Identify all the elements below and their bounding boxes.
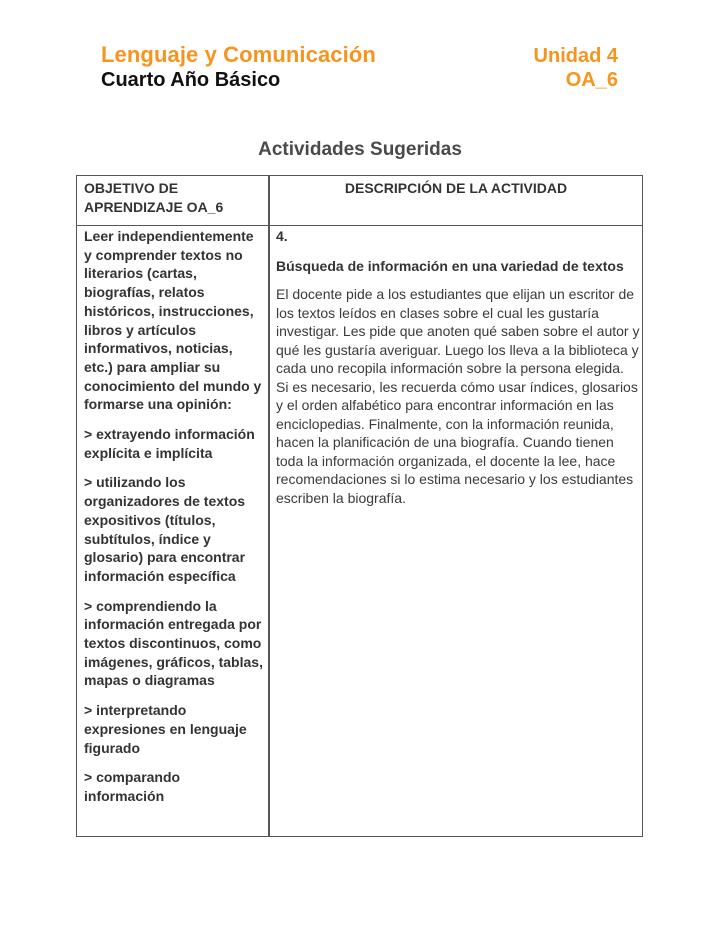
activities-table bbox=[76, 175, 643, 837]
objective-item: > comprendiendo la información entregada por textos discontinuos, como imágenes, gráficos, tablas, mapas o diagramas bbox=[84, 597, 263, 689]
objective-intro: Leer independientemente y comprender textos no literarios (cartas, biografías, relatos históricos, instrucciones, libros y artículos informativos, noticias, etc.) para ampliar su conocimiento del mundo y formarse una opinión: bbox=[84, 228, 262, 413]
objective-column-header: OBJETIVO DE APRENDIZAJE OA_6 bbox=[84, 180, 224, 215]
description-cell bbox=[276, 227, 640, 507]
objective-item: > utilizando los organizadores de textos expositivos (títulos, subtítulos, índice y glosario) para encontrar información específica bbox=[84, 474, 246, 584]
objective-item: > interpretando expresiones en lenguaje figurado bbox=[84, 702, 247, 756]
page-header-left bbox=[101, 42, 376, 92]
activity-description: El docente pide a los estudiantes que elijan un escritor de los textos leídos en clases sobre el cual les gustaría investigar. Les pide que anoten qué saben sobre el autor y qué les gustaría averiguar. Luego los lleva a la biblioteca y cada uno recopila información sobre la persona elegida. Si es necesario, les recuerda cómo usar índices, glosarios y el orden alfabético para encontrar información en las enciclopedias. Finalmente, con la información reunida, hacen la planificación de una biografía. Cuando tienen toda la información organizada, el docente la lee, hace recomendaciones si lo estima necesario y los estudiantes escriben la biografía. bbox=[276, 286, 640, 506]
grade-title: Cuarto Año Básico bbox=[101, 69, 281, 91]
objective-code-label: OA_6 bbox=[565, 69, 618, 91]
objective-item: > comparando información bbox=[84, 769, 181, 804]
activity-number: 4. bbox=[276, 228, 288, 244]
page-header-right bbox=[534, 44, 618, 92]
objective-cell bbox=[84, 227, 264, 817]
objective-item: > extrayendo información explícita e implícita bbox=[84, 426, 255, 461]
column-divider bbox=[268, 176, 270, 836]
description-column-header: DESCRIPCIÓN DE LA ACTIVIDAD bbox=[344, 180, 568, 196]
subject-title: Lenguaje y Comunicación bbox=[101, 42, 376, 67]
table-header-row bbox=[77, 176, 642, 226]
activity-title: Búsqueda de información en una variedad de textos bbox=[276, 257, 624, 274]
section-title: Actividades Sugeridas bbox=[258, 139, 462, 160]
unit-label: Unidad 4 bbox=[533, 45, 618, 67]
